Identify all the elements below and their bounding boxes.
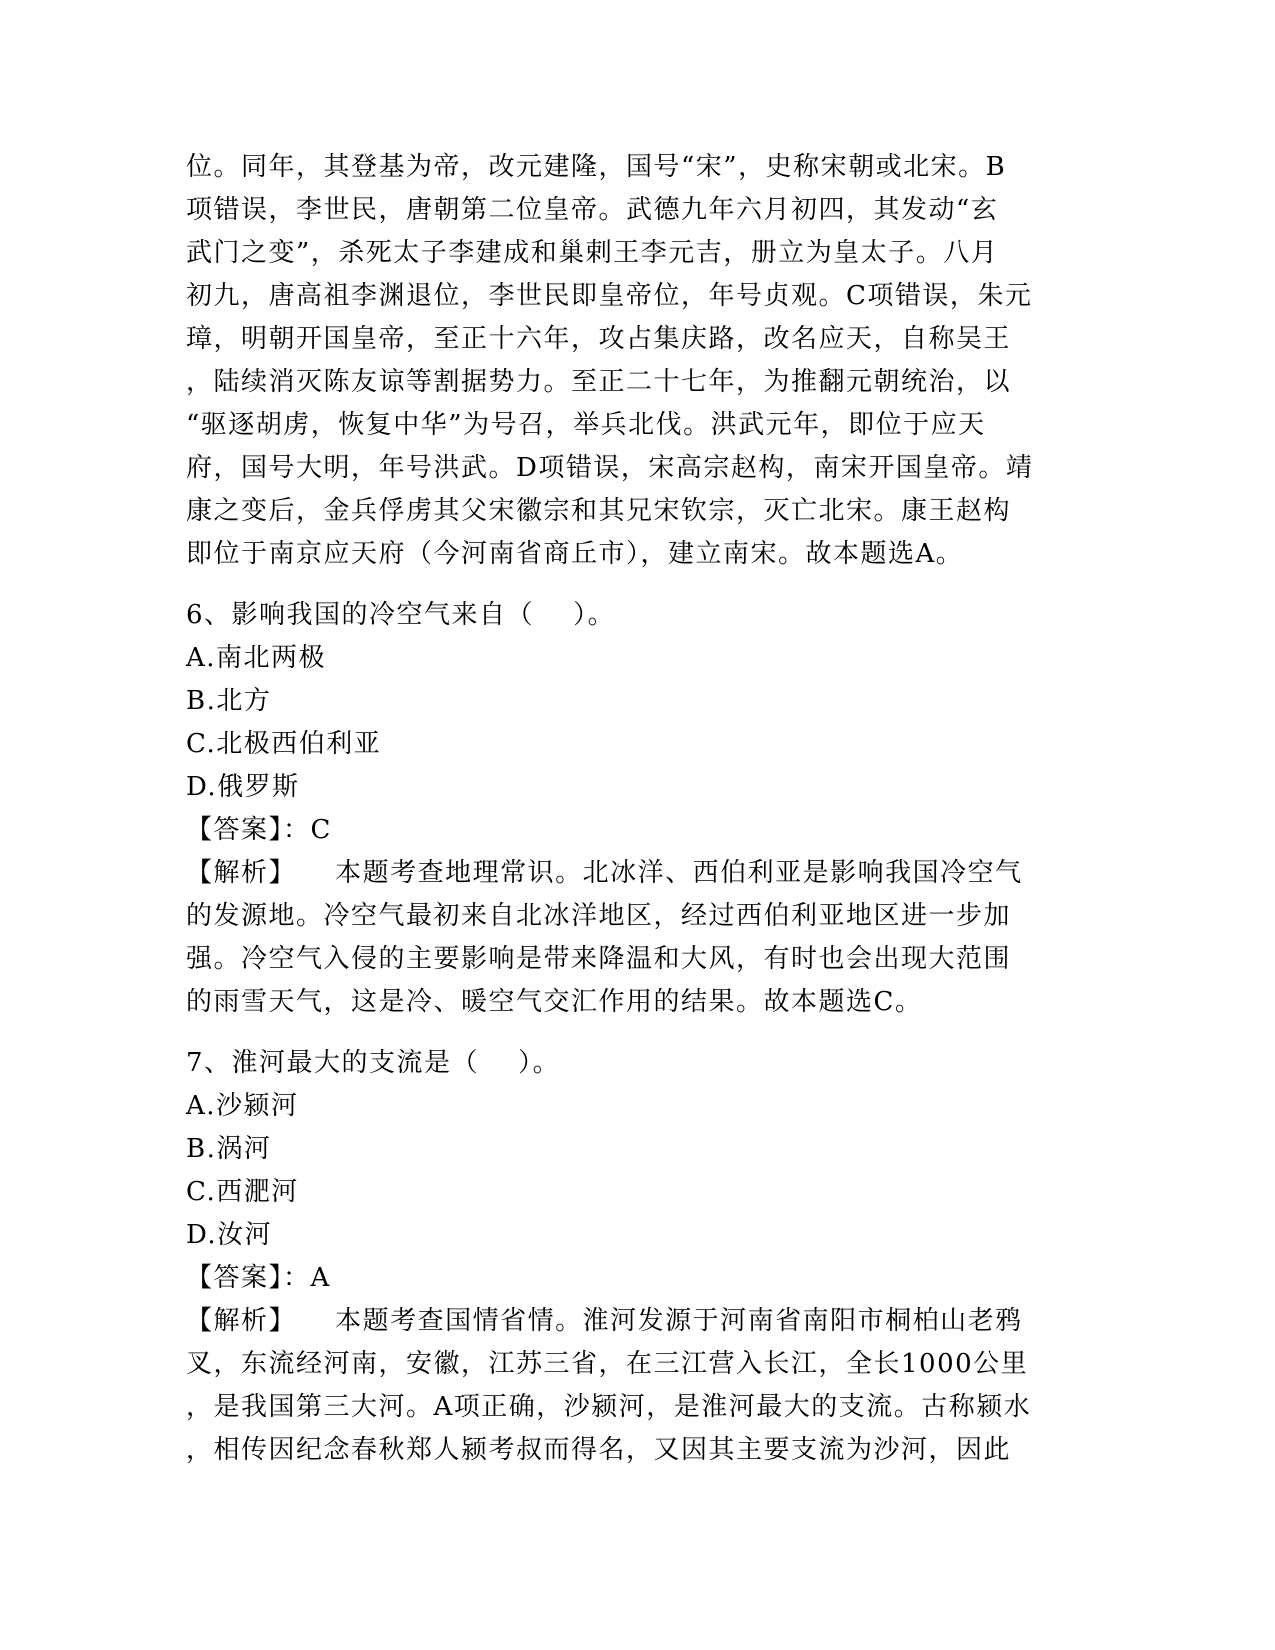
text-line: 项错误，李世民，唐朝第二位皇帝。武德九年六月初四，其发动“玄 <box>186 195 999 225</box>
option-a: A.沙颍河 <box>186 1091 299 1121</box>
option-d: D.俄罗斯 <box>186 772 300 802</box>
explanation-label: 【解析】 <box>186 858 297 888</box>
option-c: C.北极西伯利亚 <box>186 729 382 759</box>
answer-label: 【答案】： <box>186 1263 311 1293</box>
answer-line <box>186 809 1086 852</box>
text-line: 位。同年，其登基为帝，改元建隆，国号“宋”，史称宋朝或北宋。B <box>186 152 1007 182</box>
option-b: B.北方 <box>186 686 272 716</box>
option-b: B.涡河 <box>186 1134 272 1164</box>
explanation-first-line <box>186 852 1086 895</box>
question-6 <box>186 594 1086 1024</box>
text-line: 府，国号大明，年号洪武。D项错误，宋高宗赵构，南宋开国皇帝。靖 <box>186 453 1034 483</box>
text-line: ，陆续消灭陈友谅等割据势力。至正二十七年，为推翻元朝统治，以 <box>186 367 1012 397</box>
explanation-first-line <box>186 1300 1086 1343</box>
previous-explanation <box>186 146 1086 576</box>
question-stem: 7、淮河最大的支流是（ ）。 <box>186 1048 561 1078</box>
option-d: D.汝河 <box>186 1220 273 1250</box>
text-line: 武门之变”，杀死太子李建成和巢剌王李元吉，册立为皇太子。八月 <box>186 238 999 268</box>
document-page <box>186 146 1086 1472</box>
text-line: 强。冷空气入侵的主要影响是带来降温和大风，有时也会出现大范围 <box>186 944 1012 974</box>
explanation-label: 【解析】 <box>186 1306 297 1336</box>
answer-value: C <box>310 815 332 845</box>
option-c: C.西淝河 <box>186 1177 299 1207</box>
question-stem: 6、影响我国的冷空气来自（ ）。 <box>186 600 616 630</box>
text-line: 初九，唐高祖李渊退位，李世民即皇帝位，年号贞观。C项错误，朱元 <box>186 281 1033 311</box>
answer-value: A <box>310 1263 331 1293</box>
explanation-text: 本题考查国情省情。淮河发源于河南省南阳市桐柏山老鸦 <box>335 1306 1023 1336</box>
text-line: 即位于南京应天府（今河南省商丘市），建立南宋。故本题选A。 <box>186 539 964 569</box>
answer-line <box>186 1257 1086 1300</box>
explanation-text: 本题考查地理常识。北冰洋、西伯利亚是影响我国冷空气 <box>335 858 1023 888</box>
text-line: “驱逐胡虏，恢复中华”为号召，举兵北伐。洪武元年，即位于应天 <box>186 410 986 440</box>
text-line: 叉，东流经河南，安徽，江苏三省，在三江营入长江，全长1000公里 <box>186 1349 1029 1379</box>
option-a: A.南北两极 <box>186 643 327 673</box>
text-line: ，是我国第三大河。A项正确，沙颍河，是淮河最大的支流。古称颍水 <box>186 1392 1032 1422</box>
text-line: ，相传因纪念春秋郑人颍考叔而得名，又因其主要支流为沙河，因此 <box>186 1435 1012 1465</box>
question-7 <box>186 1042 1086 1472</box>
text-line: 的雨雪天气，这是冷、暖空气交汇作用的结果。故本题选C。 <box>186 987 923 1017</box>
answer-label: 【答案】： <box>186 815 311 845</box>
text-line: 璋，明朝开国皇帝，至正十六年，攻占集庆路，改名应天，自称吴王 <box>186 324 1012 354</box>
text-line: 的发源地。冷空气最初来自北冰洋地区，经过西伯利亚地区进一步加 <box>186 901 1012 931</box>
text-line: 康之变后，金兵俘虏其父宋徽宗和其兄宋钦宗，灭亡北宋。康王赵构 <box>186 496 1012 526</box>
